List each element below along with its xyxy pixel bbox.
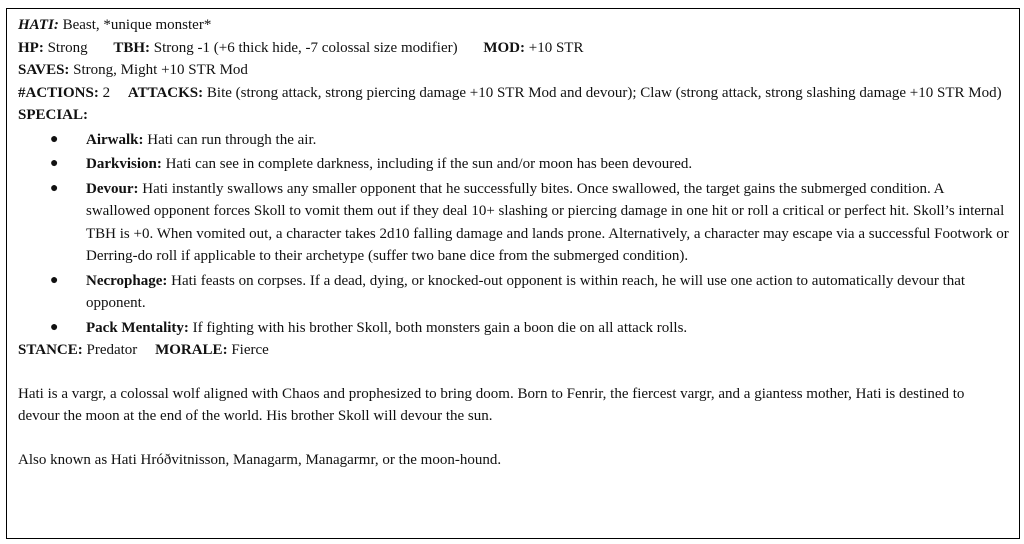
actions-line — [18, 82, 1009, 105]
monster-name: HATI: — [18, 17, 59, 33]
morale-label: MORALE: — [155, 342, 228, 358]
bullet-icon: ● — [50, 319, 59, 335]
special-heading — [18, 104, 1009, 127]
hp-label: HP: — [18, 39, 44, 56]
stance-value: Predator — [86, 342, 138, 358]
monster-type: Beast, *unique monster* — [62, 17, 212, 33]
list-item — [18, 153, 1009, 176]
special-label: SPECIAL: — [18, 107, 89, 123]
description-paragraph: Hati is a vargr, a colossal wolf aligned with Chaos and prophesized to bring doom. Born to Fenrir, the fiercest vargr, and a giantess mother, Hati is destined to devour the moon at the end of the world. His brother Skoll will devour the sun. — [18, 385, 965, 424]
special-name: Devour: — [86, 180, 139, 197]
special-text: Hati feasts on corpses. If a dead, dying, or knocked-out opponent is within reach, he will use one action to automatically devour that opponent. — [86, 272, 966, 311]
special-text: Hati can run through the air. — [147, 131, 317, 148]
morale-value: Fierce — [231, 342, 269, 358]
special-name: Necrophage: — [86, 272, 168, 289]
bullet-icon: ● — [50, 131, 59, 147]
special-text: Hati instantly swallows any smaller opponent that he successfully bites. Once swallowed, the target gains the submerged condition. A swallowed opponent forces Skoll to vomit them out if they deal 10+ slashing or piercing damage in one hit or roll a critical or perfect hit. Skoll’s internal TBH is +0. When vomited out, a character takes 2d10 falling damage and lands prone. Alternatively, a character may escape via a successful Footwork or Derring-do roll if applicable to their archetype (suffer two bane dice from the submerged condition). — [86, 180, 1009, 264]
stance-line — [18, 339, 1009, 362]
list-item — [18, 178, 1009, 268]
special-text: Hati can see in complete darkness, including if the sun and/or moon has been devoured. — [165, 156, 693, 172]
special-name: Airwalk: — [86, 131, 144, 148]
bullet-icon: ● — [50, 272, 59, 288]
mod-value: +10 STR — [528, 39, 584, 56]
attacks-label: ATTACKS: — [127, 84, 204, 101]
title-line — [18, 14, 1009, 37]
special-list — [18, 129, 1009, 340]
attacks-value: Bite (strong attack, strong piercing damage +10 STR Mod and devour); Claw (strong attack, strong slashing damage +10 STR Mod) — [206, 84, 1002, 101]
saves-label: SAVES: — [18, 62, 70, 78]
mod-label: MOD: — [483, 39, 525, 56]
special-name: Darkvision: — [86, 156, 162, 172]
list-item — [18, 129, 1009, 152]
list-item — [18, 317, 1009, 340]
stance-label: STANCE: — [18, 342, 83, 358]
aliases-paragraph: Also known as Hati Hróðvitnisson, Managarm, Managarmr, or the moon-hound. — [18, 451, 502, 468]
actions-value: 2 — [102, 84, 111, 101]
tbh-value: Strong -1 (+6 thick hide, -7 colossal size modifier) — [153, 39, 458, 56]
tbh-label: TBH: — [113, 39, 151, 56]
list-item — [18, 270, 1009, 315]
bullet-icon: ● — [50, 156, 59, 171]
hp-value: Strong — [47, 39, 88, 56]
hp-line — [18, 37, 1009, 60]
stat-block — [6, 8, 1020, 539]
spacer — [18, 428, 1009, 449]
bullet-icon: ● — [50, 180, 59, 196]
saves-value: Strong, Might +10 STR Mod — [73, 62, 248, 78]
actions-label: #ACTIONS: — [18, 84, 99, 101]
special-text: If fighting with his brother Skoll, both monsters gain a boon die on all attack rolls. — [192, 319, 688, 336]
special-name: Pack Mentality: — [86, 319, 189, 336]
spacer — [18, 362, 1009, 383]
saves-line — [18, 59, 1009, 82]
